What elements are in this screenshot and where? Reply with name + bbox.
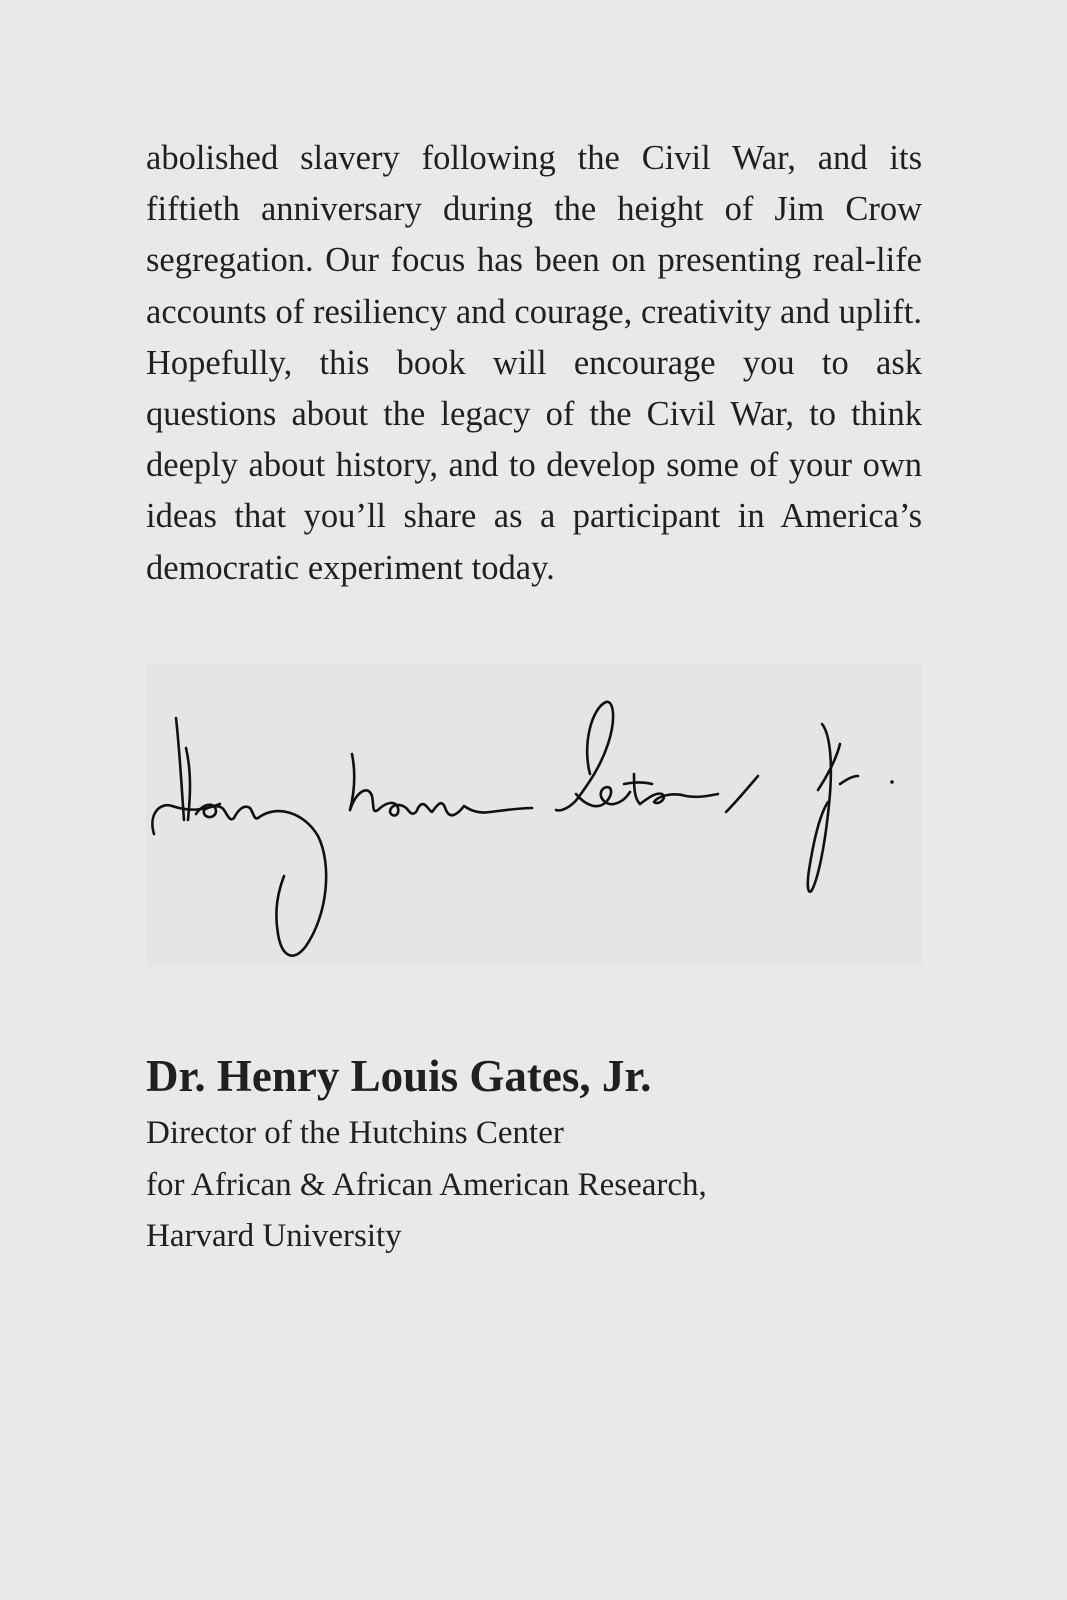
body-paragraph: abolished slavery following the Civil War, and its fiftieth anniversary during the height of Jim Crow segregation. Our focus has been on presenting real-life accounts of resiliency and courage, creativity and uplift. Hopefully, this book will encourage you to ask questions about the legacy of the Civil War, to think deeply about history, and to develop some of your own ideas that you’ll share as a participant in America’s democratic experiment today.: [146, 139, 922, 587]
author-title: [146, 1108, 707, 1263]
author-name: Dr. Henry Louis Gates, Jr.: [146, 1051, 652, 1101]
author-title-line: Director of the Hutchins Center: [146, 1115, 564, 1151]
signature: [146, 664, 922, 966]
author-title-line: for African & African American Research,: [146, 1166, 707, 1203]
signature-image: [146, 664, 922, 966]
author-title-line: Harvard University: [146, 1218, 402, 1254]
